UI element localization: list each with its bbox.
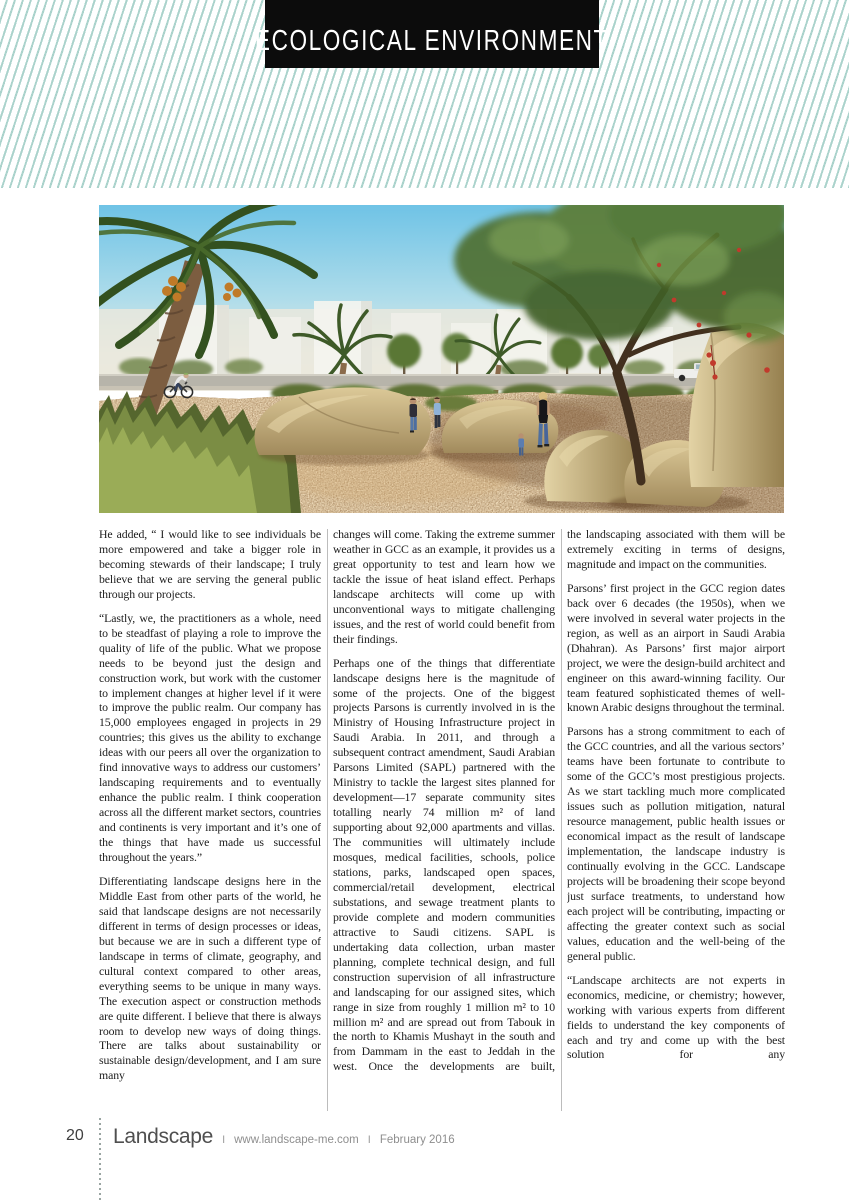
magazine-website: www.landscape-me.com — [234, 1134, 359, 1146]
footer-separator: I — [222, 1134, 226, 1146]
magazine-logo: Landscape — [113, 1125, 214, 1148]
column-divider — [561, 529, 562, 1111]
footer-separator: I — [367, 1134, 371, 1146]
paragraph: “Lastly, we, the practitioners as a whole, need to be steadfast of playing a role to improve the quality of life of the public. What we propose needs to be beyond just the design and construction work, but work with the customer to implement changes at higher level if it were to improve the public realm. Our company has 15,000 employees engaged in projects in 29 countries; this gives us the ability to exchange ideas with our peers all over the organization to find innovative ways to address our customers’ landscaping requirements and to eventually enhance the public realm. I think cooperation across all the different market sectors, countries and continents is very important and it’s one of the things that have made us successful throughout the years.” — [99, 610, 321, 865]
landscape-rendering-image — [99, 205, 784, 513]
paragraph: changes will come. Taking the extreme summer weather in GCC as an example, it provides us a great opportunity to test and learn how we tackle the issue of heat island effect. Perhaps landscape architects will come up with unconventional ways to mitigate challenging issues, and the rest of world could benefit from their findings. — [333, 527, 555, 646]
article-column-1 — [99, 527, 321, 1117]
page-number: 20 — [66, 1127, 84, 1144]
paragraph: Parsons’ first project in the GCC region dates back over 6 decades (the 1950s), when we were involved in several water projects in the region, as well as an airport in Saudi Arabia (Dhahran). As Parsons’ first major airport project, we were the design-build architect and engineer on this award-winning facility. Our team featured sophisticated themes of well-known Arabic designs throughout the terminal. — [567, 580, 785, 715]
article-column-2 — [333, 527, 555, 1117]
paragraph: Perhaps one of the things that differentiate landscape designs here is the magnitude of some of the projects. One of the biggest projects Parsons is currently involved in is the Ministry of Housing Infrastructure project in Saudi Arabia. In 2011, and through a subsequent contract amendment, Saudi Arabian Parsons Limited (SAPL) partnered with the Ministry to tackle the largest sites planned for development—17 separate community sites totalling nearly 74 million m² of land supporting about 92,000 apartments and villas. The communities will ultimately include mosques, medical facilities, schools, police stations, parks, landscaped open spaces, commercial/retail development, electrical substations, and sewage treatment plants to provide complete and modern communities attractive to Saudi citizens. SAPL is undertaking data collection, urban master planning, complete technical design, and full construction supervision of all infrastructure and landscaping for our assigned sites, which range in size from roughly 1 million m² to 10 million m² and are spread out from Tabouk in the north to Khamis Mushayt in the south and from Dammam in the east to Jeddah in the west. Once the developments are built, — [333, 655, 555, 1074]
article-column-3 — [567, 527, 785, 1117]
paragraph: the landscaping associated with them will be extremely exciting in terms of designs, magnitude and impact on the communities. — [567, 527, 785, 571]
page-footer — [0, 1118, 849, 1200]
issue-date: February 2016 — [379, 1134, 455, 1146]
article-body — [99, 527, 785, 1117]
section-title: ECOLOGICAL ENVIRONMENT — [255, 24, 610, 57]
paragraph: Differentiating landscape designs here in the Middle East from other parts of the world, he said that landscape designs are not necessarily different in terms of design processes or ideas, but because we are in such a different type of landscape in terms of climate, geography, and cultural context compared to other areas, everything seems to be unique in many ways. The execution aspect or construction methods are quite different. I believe that there is always room to develop new ways of doing things. There are talks about sustainability or sustainable design/development, and I am sure many — [99, 873, 321, 1083]
paragraph: Parsons has a strong commitment to each of the GCC countries, and all the various sectors’ teams have been fortunate to contribute to some of the GCC’s most prestigious projects. As we start tackling much more complicated issues such as pollution mitigation, natural resource management, public health issues or economical impact as the result of landscape implementation, the landscape industry is continually evolving in the GCC. Landscape projects will be broadening their scope beyond just surface treatments, to understand how each project will be contributing, impacting or affecting the greater context such as social values, education and the well-being of the general public. — [567, 724, 785, 963]
dotted-rule — [99, 1118, 101, 1200]
footer-brand-line — [113, 1125, 455, 1149]
paragraph: “Landscape architects are not experts in economics, medicine, or chemistry; however, working with various experts from different fields to understand the key components of each and try and come up with the best solution for any — [567, 972, 785, 1062]
park-rendering-scene — [99, 205, 784, 513]
paragraph: He added, “ I would like to see individuals be more empowered and take a bigger role in becoming stewards of their landscape; I truly believe that we are serving the general public through our projects. — [99, 527, 321, 601]
section-title-banner — [255, 0, 610, 68]
column-divider — [327, 529, 328, 1111]
